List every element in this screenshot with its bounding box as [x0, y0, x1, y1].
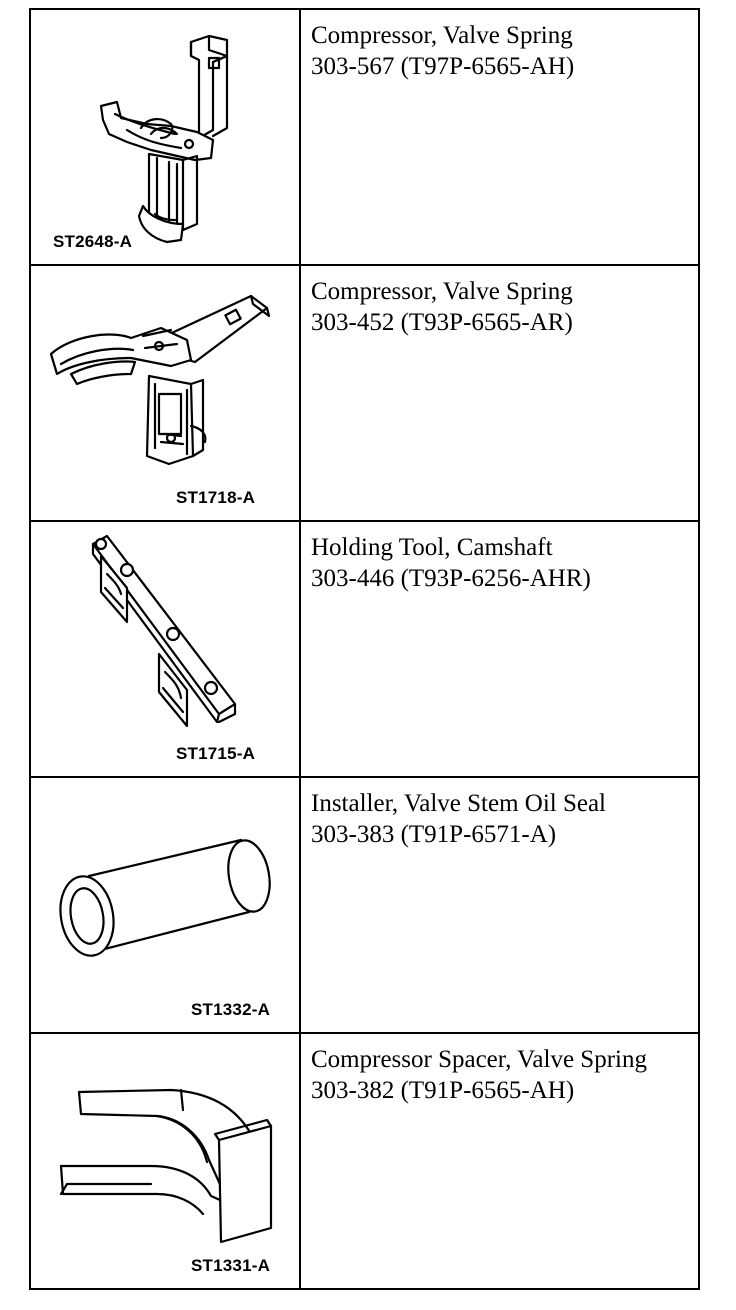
- illustration-code: ST1715-A: [176, 744, 256, 763]
- description-cell: [300, 777, 699, 1033]
- table-row: [30, 521, 699, 777]
- table-row: [30, 777, 699, 1033]
- description-cell: [300, 521, 699, 777]
- illustration-code: ST1331-A: [191, 1256, 271, 1275]
- tool-part-number: 303-382 (T91P-6565-AH): [311, 1077, 575, 1104]
- tool-part-number: 303-446 (T93P-6256-AHR): [311, 565, 591, 592]
- illustration-cell: [30, 521, 300, 777]
- illustration-code: ST1718-A: [176, 488, 256, 507]
- description-cell: [300, 9, 699, 265]
- table-row: [30, 265, 699, 521]
- table-row: [30, 9, 699, 265]
- illustration-cell: [30, 1033, 300, 1289]
- tool-name: Holding Tool, Camshaft: [311, 534, 553, 561]
- table-row: [30, 1033, 699, 1289]
- illustration-cell: [30, 9, 300, 265]
- description-cell: [300, 265, 699, 521]
- compressor-spacer-icon: [31, 1034, 299, 1288]
- valve-spring-compressor-icon: [31, 10, 299, 264]
- tool-part-number: 303-452 (T93P-6565-AR): [311, 309, 573, 336]
- illustration-code: ST1332-A: [191, 1000, 271, 1019]
- camshaft-holding-tool-icon: [31, 522, 299, 776]
- description-cell: [300, 1033, 699, 1289]
- tool-part-number: 303-383 (T91P-6571-A): [311, 821, 557, 848]
- illustration-code: ST2648-A: [53, 232, 133, 251]
- tool-part-number: 303-567 (T97P-6565-AH): [311, 53, 575, 80]
- illustration-cell: [30, 777, 300, 1033]
- illustration-cell: [30, 265, 300, 521]
- tool-name: Compressor, Valve Spring: [311, 22, 573, 49]
- valve-spring-compressor-icon: [31, 266, 299, 520]
- tool-name: Installer, Valve Stem Oil Seal: [311, 790, 607, 817]
- tool-name: Compressor, Valve Spring: [311, 278, 573, 305]
- oil-seal-installer-icon: [31, 778, 299, 1032]
- tool-name: Compressor Spacer, Valve Spring: [311, 1046, 647, 1073]
- special-tools-table: [29, 8, 700, 1290]
